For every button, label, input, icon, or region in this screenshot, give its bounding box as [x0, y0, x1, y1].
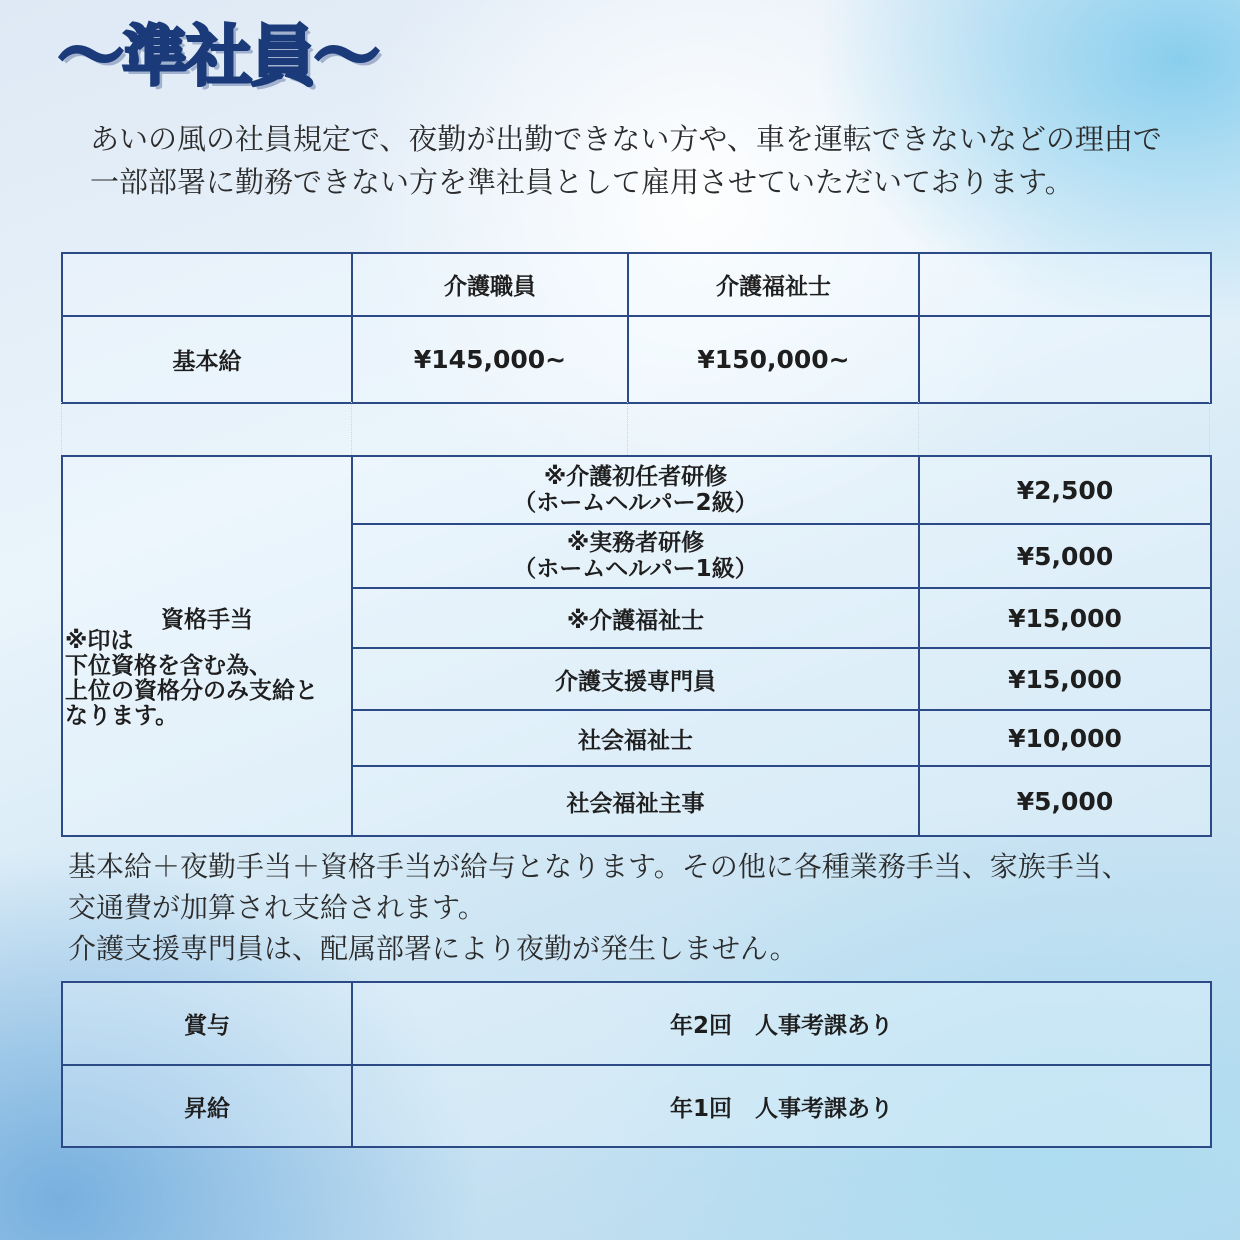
- raise-value: 年1回 人事考課あり: [352, 1065, 1211, 1147]
- page-title: ～準社員～: [58, 18, 378, 95]
- table-row: [62, 982, 1211, 1065]
- note-line: 基本給＋夜勤手当＋資格手当が給与となります。その他に各種業務手当、家族手当、: [68, 850, 1130, 883]
- qualification-label-cell: [62, 456, 352, 836]
- qualification-name-line: 社会福祉士: [578, 727, 693, 754]
- qualification-name: [352, 524, 919, 588]
- header-cell-care-worker: 介護福祉士: [628, 253, 919, 316]
- qualification-amount: ¥15,000: [919, 648, 1211, 710]
- bonus-value: 年2回 人事考課あり: [352, 982, 1211, 1065]
- base-salary-table: [61, 252, 1212, 404]
- salary-header-row: [62, 253, 1211, 316]
- qualification-name: [352, 456, 919, 524]
- qualification-name-line: ※介護初任者研修: [543, 464, 728, 490]
- qualification-amount: ¥15,000: [919, 588, 1211, 648]
- note-line: ※印は: [65, 628, 134, 654]
- note-line: なります。: [65, 703, 179, 729]
- header-cell-care-staff: 介護職員: [352, 253, 628, 316]
- note-line: 交通費が加算され支給されます。: [68, 891, 486, 924]
- base-salary-care-staff: ¥145,000~: [352, 316, 628, 403]
- qualification-amount: ¥5,000: [919, 524, 1211, 588]
- note-line: 下位資格を含む為、: [65, 653, 272, 679]
- qualification-amount: ¥5,000: [919, 766, 1211, 836]
- qualification-name: [352, 710, 919, 766]
- qualification-name: [352, 766, 919, 836]
- note-line: 介護支援専門員は、配属部署により夜勤が発生しません。: [68, 932, 798, 965]
- qualification-note: [65, 629, 318, 729]
- qualification-name: [352, 648, 919, 710]
- qualification-name-line: ※介護福祉士: [566, 607, 705, 634]
- note-line: 上位の資格分のみ支給と: [65, 678, 318, 704]
- intro-line: あいの風の社員規定で、夜勤が出勤できない方や、車を運転できないなどの理由で: [90, 122, 1162, 156]
- qualification-name: [352, 588, 919, 648]
- qualification-name-line: 社会福祉主事: [566, 790, 705, 817]
- bonus-raise-table: [61, 981, 1212, 1148]
- qualification-label: 資格手当: [161, 607, 253, 633]
- table-row: [62, 1065, 1211, 1147]
- salary-row: [62, 316, 1211, 403]
- bonus-label: 賞与: [62, 982, 352, 1065]
- qualification-allowance-table: [61, 455, 1212, 837]
- base-salary-label: 基本給: [62, 316, 352, 403]
- qualification-name-line: ※実務者研修: [566, 530, 705, 556]
- header-cell-blank: [919, 253, 1211, 316]
- base-salary-blank: [919, 316, 1211, 403]
- qualification-amount: ¥10,000: [919, 710, 1211, 766]
- qualification-name-line: （ホームヘルパー2級）: [513, 490, 758, 516]
- raise-label: 昇給: [62, 1065, 352, 1147]
- table-spacer: [61, 402, 1210, 455]
- intro-text: [90, 118, 1200, 204]
- qualification-name-line: （ホームヘルパー1級）: [513, 556, 758, 582]
- qualification-amount: ¥2,500: [919, 456, 1211, 524]
- base-salary-care-worker: ¥150,000~: [628, 316, 919, 403]
- header-cell-empty: [62, 253, 352, 316]
- salary-notes: [68, 846, 1218, 969]
- qualification-name-line: 介護支援専門員: [555, 668, 716, 695]
- table-row: [62, 456, 1211, 524]
- intro-line: 一部部署に勤務できない方を準社員として雇用させていただいております。: [90, 165, 1074, 199]
